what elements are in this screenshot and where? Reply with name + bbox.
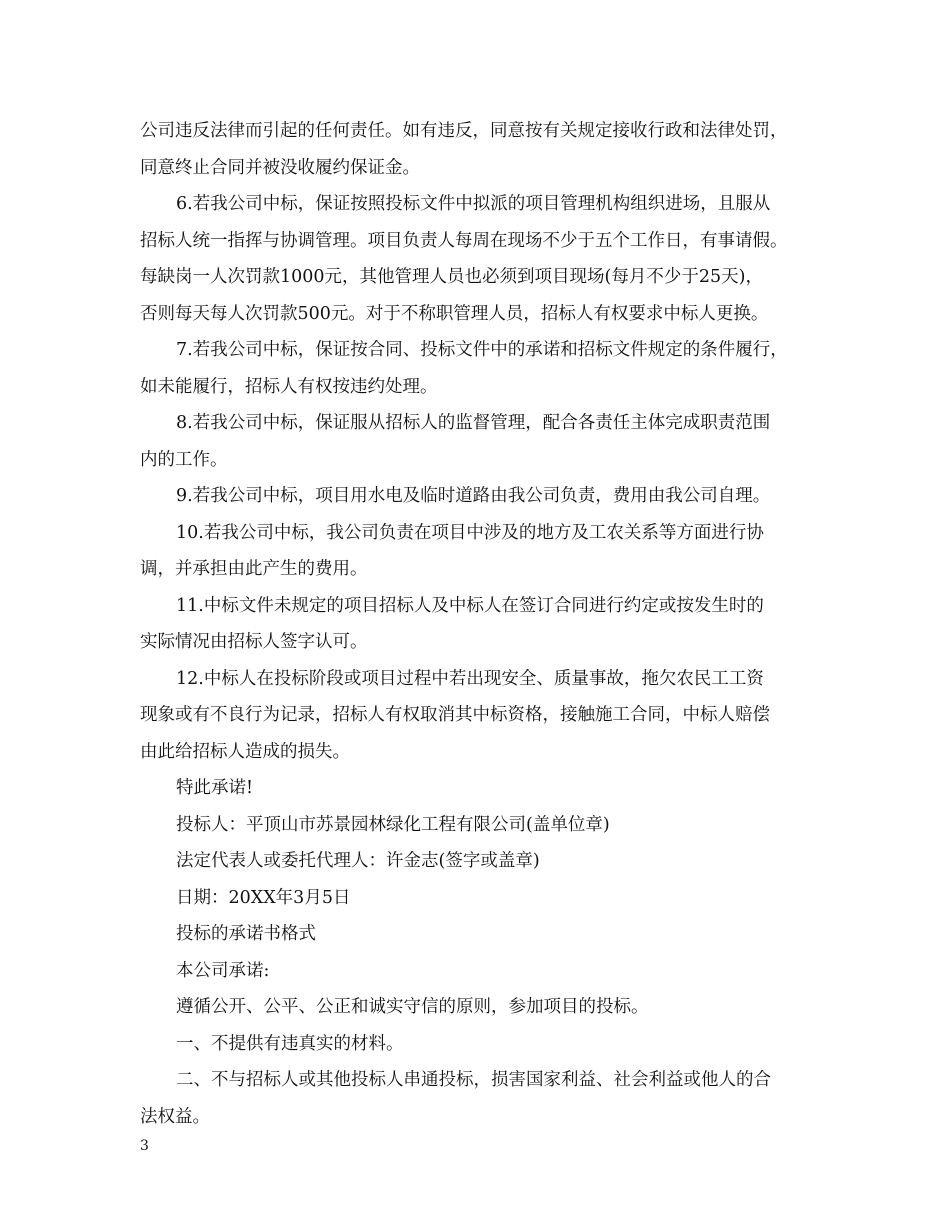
text-line: 12.中标人在投标阶段或项目过程中若出现安全、质量事故，拖欠农民工工资: [176, 668, 764, 689]
text-line: 每缺岗一人次罚款1000元，其他管理人员也必须到项目现场(每月不少于25天)，: [140, 267, 763, 287]
text-line: 招标人统一指挥与协调管理。项目负责人每周在现场不少于五个工作日，有事请假。: [140, 230, 788, 251]
text-line: 内的工作。: [140, 449, 228, 470]
text-line: 实际情况由招标人签字认可。: [140, 632, 368, 652]
text-line: 特此承诺!: [176, 778, 254, 798]
text-line: 由此给招标人造成的损失。: [140, 741, 350, 762]
text-line: 6.若我公司中标，保证按照投标文件中拟派的项目管理机构组织进场，且服从: [176, 194, 771, 214]
text-line: 7.若我公司中标，保证按合同、投标文件中的承诺和招标文件规定的条件履行，: [176, 340, 788, 360]
text-line: 调，并承担由此产生的费用。: [140, 559, 368, 579]
text-line: 否则每天每人次罚款500元。对于不称职管理人员，招标人有权要求中标人更换。: [140, 303, 769, 324]
body-text: [140, 113, 820, 1135]
text-line: 二、不与招标人或其他投标人串通投标，损害国家利益、社会利益或他人的合: [176, 1070, 771, 1090]
text-line: 8.若我公司中标，保证服从招标人的监督管理，配合各责任主体完成职责范围: [176, 413, 771, 433]
text-line: 同意终止合同并被没收履约保证金。: [140, 157, 420, 178]
text-line: 公司违反法律而引起的任何责任。如有违反，同意按有关规定接收行政和法律处罚，: [140, 121, 788, 141]
text-line: 遵循公开、公平、公正和诚实守信的原则，参加项目的投标。: [176, 997, 649, 1017]
text-line: 一、不提供有违真实的材料。: [176, 1033, 404, 1054]
text-line: 投标人：平顶山市苏景园林绿化工程有限公司(盖单位章): [176, 814, 610, 835]
page-number: 3: [140, 1138, 149, 1154]
text-line: 9.若我公司中标，项目用水电及临时道路由我公司负责，费用由我公司自理。: [176, 486, 771, 506]
text-line: 11.中标文件未规定的项目招标人及中标人在签订合同进行约定或按发生时的: [176, 595, 764, 616]
text-line: 如未能履行，招标人有权按违约处理。: [140, 376, 438, 397]
text-line: 日期：20XX年3月5日: [176, 887, 351, 908]
text-line: 投标的承诺书格式: [176, 924, 316, 944]
text-line: 现象或有不良行为记录，招标人有权取消其中标资格，接触施工合同，中标人赔偿: [140, 705, 770, 725]
text-line: 法定代表人或委托代理人：许金志(签字或盖章): [176, 851, 540, 871]
text-line: 法权益。: [140, 1106, 210, 1127]
text-line: 10.若我公司中标，我公司负责在项目中涉及的地方及工农关系等方面进行协: [176, 522, 764, 543]
text-line: 本公司承诺:: [176, 960, 270, 981]
